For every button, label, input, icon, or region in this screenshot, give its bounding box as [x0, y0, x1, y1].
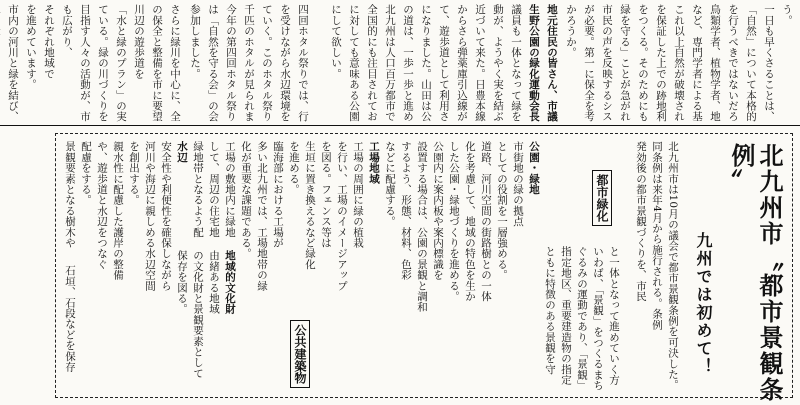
lead-column: 同条例は来年4月から施行される。条例	[651, 141, 663, 330]
text-column: 議員も一体となって緑を	[510, 4, 522, 122]
text-column: 今年の第四回ホタル祭り	[225, 4, 237, 122]
text-column: 景観要素となる樹木や	[64, 141, 76, 248]
text-column: 由緒ある地域	[208, 250, 220, 315]
text-column: 参加しました。	[189, 4, 201, 79]
text-column: を受けながら水辺環境を	[279, 4, 291, 122]
text-column: ていく。このホタル祭り	[261, 4, 273, 122]
text-column: の保全と整備を市に要望	[151, 4, 163, 122]
text-column: 工場の敷地内に緑地	[224, 141, 236, 238]
text-column: を創出する。	[128, 141, 140, 206]
text-column: て、遊歩道として利用さ	[438, 4, 450, 122]
subheading: 生野公園の緑化運動会長	[528, 4, 540, 122]
text-column: かろうか。	[565, 4, 577, 58]
text-column: 市街地の緑の拠点	[512, 141, 524, 227]
text-column: 設置する場合は、公園の景観と調和	[416, 141, 428, 313]
text-column: 「自然」について本格的	[745, 4, 757, 122]
text-column: さらに緑川を中心に、全	[169, 4, 181, 122]
text-column: 川辺の遊歩道を	[133, 4, 145, 79]
text-column: 指定地区、重要建造物の指定	[560, 246, 572, 386]
lead-column: 発効後の都市景観づくりを、市民	[635, 141, 647, 302]
text-column: いわば、「景観」をつくるまち	[592, 246, 604, 391]
text-column: を図る。フェンス等は	[320, 141, 332, 248]
topic-label: 工場地域	[368, 141, 380, 184]
text-column: して、周辺の住宅地	[208, 141, 220, 238]
text-column: 生垣に置き換えるなど緑化	[304, 141, 316, 270]
text-column: 臨海部における工場が	[272, 141, 284, 248]
text-column: した公園・緑地づくりを進める。	[448, 141, 460, 302]
topic-label: 公園・緑地	[528, 141, 540, 195]
section-heading-public-buildings: 公共建築物	[290, 320, 310, 388]
text-column: が必要。第一に保全を考	[583, 4, 595, 122]
text-column: 市内の河川と緑を結び、	[7, 4, 19, 122]
text-column: 鳥類学者、植物学者、地	[709, 4, 721, 122]
section-heading-urban-greening: 都市緑化	[592, 170, 612, 226]
text-column: う。	[781, 4, 793, 26]
text-column: も広がり、	[61, 4, 73, 58]
text-column: 化が重要な課題である。	[240, 141, 252, 259]
text-column: 化を考慮して、地域の特色を生か	[464, 141, 476, 302]
text-column: としての役割を一層強める。	[496, 141, 508, 281]
top-article	[0, 0, 800, 125]
text-column: 四回ホタル祭りでは、行	[297, 4, 309, 122]
text-column: などに配慮する。	[384, 141, 396, 227]
text-column: 市民の声を反映するシス	[601, 4, 613, 122]
text-column: 千匹のホタルが見られま	[243, 4, 255, 122]
text-column: ている。緑の川づくりを	[97, 4, 109, 122]
text-column: 保存を図る。	[176, 250, 188, 315]
text-column: 近づいて来た。日豊本線	[474, 4, 486, 122]
subheadline: 九州では初めて！	[694, 232, 713, 376]
text-column: に対しても意味ある公園	[348, 4, 360, 122]
text-column: を進める。	[288, 141, 300, 195]
text-column: 目指す人々の活動が、市	[79, 4, 91, 122]
text-column: 「水と緑のプラン」の実	[115, 4, 127, 122]
text-column: 工場の周囲に緑の植栽	[352, 141, 364, 248]
section-divider	[0, 125, 800, 126]
text-column: 多い北九州では、工場地帯の緑	[256, 141, 268, 291]
text-column: 石垣、石段などを保存	[64, 265, 76, 372]
text-column: 配慮をする。	[80, 141, 92, 206]
text-column: や、遊歩道と水辺をつなぐ	[96, 141, 108, 270]
text-column: 緑地帯となるよう配	[192, 141, 204, 238]
text-column: の文化財と景観要素として	[192, 250, 204, 379]
text-column: の道は、一歩一歩と進め	[402, 4, 414, 122]
text-column: 全国的にも注目されてお	[366, 4, 378, 122]
text-column: 道路、河川空間の街路樹との一体	[480, 141, 492, 302]
text-column: ぐるみの運動であり、「景観」	[576, 246, 588, 391]
text-column	[0, 4, 2, 122]
text-column: 動が、ようやく実を結ぶ	[492, 4, 504, 122]
text-column: 安全性や利便性を確保しながら	[160, 141, 172, 291]
text-column: からさら弾薬庫引込線が	[456, 4, 468, 122]
text-column: を進めています。	[25, 4, 37, 90]
text-column: 緑を守る」ことが急がれ	[619, 4, 631, 122]
text-column: を行うべきではないだろ	[727, 4, 739, 122]
text-column: になりました。山田は公	[420, 4, 432, 122]
text-column: 親水性に配慮した護岸の整備	[112, 141, 124, 281]
text-column: は「自然を守る会」の会	[207, 4, 219, 122]
headline: 北九州市〝都市景観条例〟	[727, 143, 783, 403]
topic-label: 水辺	[176, 141, 188, 163]
text-column: 地元住民の皆さん、市議	[546, 4, 558, 122]
text-column: するよう、形態、材料、色彩	[400, 141, 412, 281]
text-column: を保証した上での跡地利	[655, 4, 667, 122]
text-column: など、専門学者による基	[691, 4, 703, 122]
text-column: 一日も早くさることは、	[763, 4, 775, 122]
lead-column: 北九州市は10月の議会で都市景観条例を可決した。	[667, 141, 679, 391]
text-column: ともに特徴のある景観を守	[544, 246, 556, 375]
text-column: 北九州は人口百万都市で	[384, 4, 396, 122]
topic-label: 地域的文化財	[224, 250, 236, 315]
text-column: を行い、工場のイメージアップ	[336, 141, 348, 291]
text-column: それぞれ地域で	[43, 4, 55, 79]
text-column: と一体となって進めていく方	[608, 246, 620, 386]
text-column: をつくる。そのためにも	[637, 4, 649, 122]
text-column: これ以上自然が破壊され	[673, 4, 685, 122]
text-column: にして欲しい。	[330, 4, 342, 79]
text-column: 河川や海辺に親しめる水辺空間	[144, 141, 156, 291]
text-column: 公園内に案内板や案内標識を	[432, 141, 444, 281]
